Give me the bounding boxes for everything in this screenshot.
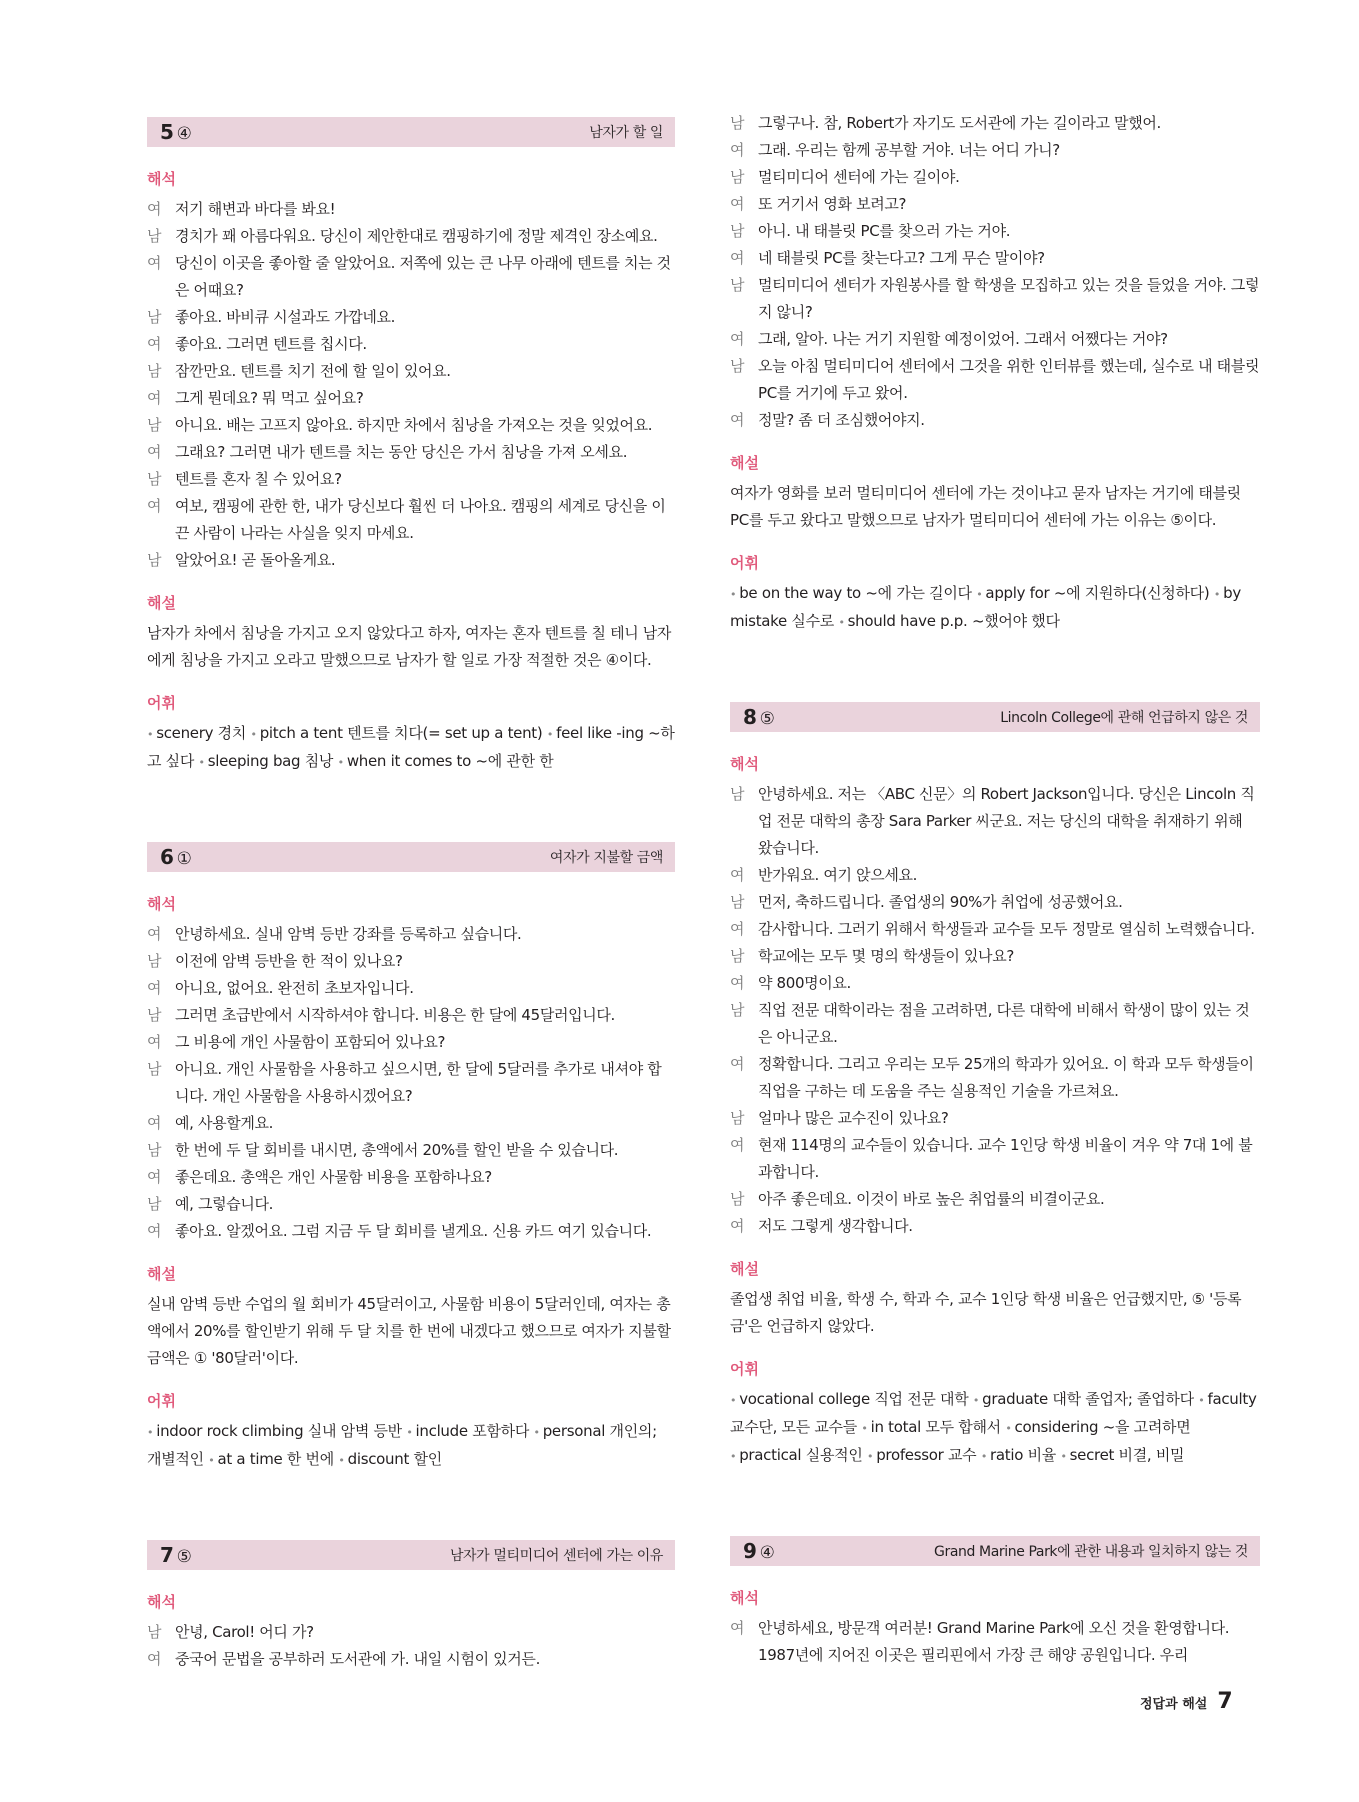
dialog-line — [147, 1619, 675, 1646]
vocab-item: indoor rock climbing 실내 암벽 등반 — [156, 1422, 402, 1440]
bullet-icon: • — [1060, 1450, 1067, 1463]
vocab-list — [147, 720, 675, 776]
question-number-value: 5 — [160, 120, 174, 144]
vocab-item: personal 개인의; 개별적인 — [147, 1422, 657, 1468]
vocab-item: should have p.p. ~했어야 했다 — [847, 612, 1060, 630]
dialog-text: 아니요, 없어요. 완전히 초보자입니다. — [175, 979, 414, 997]
vocab-label: 어휘 — [730, 554, 759, 572]
translation-label: 해석 — [730, 755, 759, 773]
speaker-label: 남 — [147, 470, 162, 488]
dialog-line — [730, 997, 1260, 1051]
question-header — [730, 1536, 1260, 1566]
bullet-icon: • — [976, 588, 983, 601]
dialog-line — [730, 943, 1260, 970]
vocab-item: be on the way to ~에 가는 길이다 — [739, 584, 972, 602]
speaker-label: 남 — [730, 947, 745, 965]
dialog-text: 예, 그렇습니다. — [175, 1195, 274, 1213]
speaker-label: 여 — [147, 497, 162, 515]
bullet-icon: • — [866, 1450, 874, 1463]
speaker-label: 남 — [147, 308, 162, 326]
bullet-icon: • — [1005, 1422, 1012, 1435]
question-topic: 남자가 할 일 — [589, 125, 663, 141]
dialog-line — [730, 862, 1260, 889]
dialog-line — [147, 1646, 675, 1673]
explanation-label: 해설 — [147, 594, 176, 612]
dialog-text: 얼마나 많은 교수진이 있나요? — [758, 1109, 949, 1127]
dialog-line — [730, 1213, 1260, 1240]
question-topic: 여자가 지불할 금액 — [549, 850, 663, 866]
vocab-item: apply for ~에 지원하다(신청하다) — [985, 584, 1210, 602]
vocab-item: practical 실용적인 — [739, 1446, 863, 1464]
speaker-label: 여 — [730, 195, 745, 213]
dialog-text: 한 번에 두 달 회비를 내시면, 총액에서 20%를 할인 받을 수 있습니다. — [175, 1141, 619, 1159]
dialog-text: 안녕, Carol! 어디 가? — [175, 1623, 314, 1641]
bullet-icon: • — [198, 756, 205, 769]
question-number — [743, 1539, 775, 1563]
vocab-list — [730, 580, 1260, 636]
dialog-text: 아니요. 개인 사물함을 사용하고 싶으시면, 한 달에 5달러를 추가로 내셔야 합니다. 개인 사물함을 사용하시겠어요? — [175, 1060, 662, 1105]
question-number — [160, 845, 192, 869]
bullet-icon: • — [1213, 588, 1221, 601]
speaker-label: 여 — [147, 1033, 162, 1051]
question-section — [147, 842, 675, 1474]
speaker-label: 여 — [147, 335, 162, 353]
right-column — [730, 114, 1260, 1669]
page-footer — [1140, 1689, 1233, 1714]
speaker-label: 남 — [730, 785, 745, 803]
dialog-text: 직업 전문 대학이라는 점을 고려하면, 다른 대학에 비해서 학생이 많이 있는 것은 아니군요. — [758, 1001, 1250, 1046]
dialog-line — [730, 1615, 1260, 1669]
dialog-text: 안녕하세요. 저는 〈ABC 신문〉의 Robert Jackson입니다. 당신은 Lincoln 직업 전문 대학의 총장 Sara Parker 씨군요. 저는 당신의 대학을 취재하기 위해 왔습니다. — [758, 785, 1255, 857]
speaker-label: 남 — [730, 1109, 745, 1127]
speaker-label: 남 — [147, 952, 162, 970]
dialog-text: 안녕하세요. 실내 암벽 등반 강좌를 등록하고 싶습니다. — [175, 925, 522, 943]
dialog-text: 이전에 암벽 등반을 한 적이 있나요? — [175, 952, 403, 970]
speaker-label: 여 — [147, 200, 162, 218]
speaker-label: 여 — [147, 1168, 162, 1186]
dialog-text: 그게 뭔데요? 뭐 먹고 싶어요? — [175, 389, 364, 407]
bullet-icon: • — [972, 1394, 980, 1407]
explanation-text: 남자가 차에서 침낭을 가지고 오지 않았다고 하자, 여자는 혼자 텐트를 칠 테니 남자에게 침낭을 가지고 오라고 말했으므로 남자가 할 일로 가장 적절한 것은 ④이다. — [147, 624, 672, 669]
speaker-label: 남 — [147, 1060, 162, 1078]
dialog-line — [147, 223, 675, 250]
question-header — [147, 842, 675, 872]
answer-mark: ④ — [759, 1543, 775, 1563]
answer-mark: ⑤ — [759, 709, 775, 729]
speaker-label: 여 — [147, 1222, 162, 1240]
vocab-item: pitch a tent 텐트를 치다(= set up a tent) — [259, 724, 543, 742]
section-gap — [147, 776, 675, 842]
dialog-line — [730, 218, 1260, 245]
question-section — [730, 702, 1260, 1470]
dialog-line — [147, 358, 675, 385]
dialog-line — [147, 948, 675, 975]
speaker-label: 여 — [730, 330, 745, 348]
dialog-line — [147, 547, 675, 574]
dialog-text: 감사합니다. 그러기 위해서 학생들과 교수들 모두 정말로 열심히 노력했습니다. — [758, 920, 1255, 938]
dialog-line — [730, 1132, 1260, 1186]
translation-label: 해석 — [147, 1593, 176, 1611]
speaker-label: 남 — [730, 893, 745, 911]
speaker-label: 여 — [730, 411, 745, 429]
speaker-label: 여 — [730, 866, 745, 884]
speaker-label: 남 — [147, 362, 162, 380]
dialog-text: 안녕하세요, 방문객 여러분! Grand Marine Park에 오신 것을 환영합니다. 1987년에 지어진 이곳은 필리핀에서 가장 큰 해양 공원입니다. 우리 — [758, 1619, 1230, 1664]
bullet-icon: • — [861, 1422, 868, 1435]
section-gap — [147, 1474, 675, 1540]
speaker-label: 남 — [147, 227, 162, 245]
explanation-label: 해설 — [730, 454, 759, 472]
dialog-line — [147, 1002, 675, 1029]
dialog-line — [730, 1186, 1260, 1213]
dialog-line — [147, 921, 675, 948]
vocab-item: secret 비결, 비밀 — [1069, 1446, 1185, 1464]
vocab-item: sleeping bag 침낭 — [207, 752, 334, 770]
dialog-line — [147, 1056, 675, 1110]
dialog-line — [147, 493, 675, 547]
dialog-line — [730, 1105, 1260, 1132]
vocab-item: in total 모두 합해서 — [870, 1418, 1001, 1436]
section-gap — [730, 1470, 1260, 1536]
dialog-text: 정말? 좀 더 조심했어야지. — [758, 411, 925, 429]
question-number-value: 7 — [160, 1543, 174, 1567]
dialog-text: 오늘 아침 멀티미디어 센터에서 그것을 위한 인터뷰를 했는데, 실수로 내 태블릿 PC를 거기에 두고 왔어. — [758, 357, 1260, 402]
speaker-label: 남 — [730, 357, 745, 375]
vocab-list — [147, 1418, 675, 1474]
dialog-line — [147, 250, 675, 304]
vocab-item: by mistake 실수로 — [730, 584, 1241, 630]
dialog-line — [730, 137, 1260, 164]
speaker-label: 남 — [147, 1195, 162, 1213]
dialog-line — [147, 1110, 675, 1137]
answer-mark: ④ — [176, 124, 192, 144]
bullet-icon: • — [730, 588, 737, 601]
speaker-label: 여 — [147, 925, 162, 943]
bullet-icon: • — [730, 1394, 737, 1407]
explanation-label: 해설 — [147, 1265, 176, 1283]
dialog-text: 당신이 이곳을 좋아할 줄 알았어요. 저쪽에 있는 큰 나무 아래에 텐트를 치는 것은 어때요? — [175, 254, 671, 299]
speaker-label: 여 — [147, 389, 162, 407]
speaker-label: 여 — [730, 920, 745, 938]
question-section — [147, 117, 675, 776]
dialog-text: 먼저, 축하드립니다. 졸업생의 90%가 취업에 성공했어요. — [758, 893, 1123, 911]
explanation-label: 해설 — [730, 1260, 759, 1278]
bullet-icon: • — [208, 1454, 215, 1467]
dialog-line — [147, 196, 675, 223]
dialog-text: 저기 해변과 바다를 봐요! — [175, 200, 336, 218]
speaker-label: 여 — [147, 1114, 162, 1132]
speaker-label: 여 — [730, 1217, 745, 1235]
dialog-text: 또 거기서 영화 보려고? — [758, 195, 907, 213]
dialog-text: 그래, 알아. 나는 거기 지원할 예정이었어. 그래서 어쨌다는 거야? — [758, 330, 1168, 348]
vocab-item: when it comes to ~에 관한 한 — [346, 752, 554, 770]
page-number: 7 — [1217, 1689, 1233, 1714]
dialog-line — [730, 110, 1260, 137]
question-header — [147, 117, 675, 147]
bullet-icon: • — [838, 616, 845, 629]
dialog-line — [730, 407, 1260, 434]
dialog-line — [730, 916, 1260, 943]
question-number — [160, 1543, 192, 1567]
dialog-line — [730, 353, 1260, 407]
question-number-value: 8 — [743, 705, 757, 729]
speaker-label: 남 — [147, 1623, 162, 1641]
speaker-label: 여 — [730, 1619, 745, 1637]
dialog-text: 아니요. 배는 고프지 않아요. 하지만 차에서 침낭을 가져오는 것을 잊었어요. — [175, 416, 653, 434]
vocab-item: faculty 교수단, 모든 교수들 — [730, 1390, 1257, 1436]
speaker-label: 남 — [730, 276, 745, 294]
dialog-line — [147, 975, 675, 1002]
explanation-text: 실내 암벽 등반 수업의 월 회비가 45달러이고, 사물함 비용이 5달러인데, 여자는 총액에서 20%를 할인받기 위해 두 달 치를 한 번에 내겠다고 했으므로 여자가 지불할 금액은 ① '80달러'이다. — [147, 1295, 671, 1367]
dialog-text: 중국어 문법을 공부하러 도서관에 가. 내일 시험이 있거든. — [175, 1650, 540, 1668]
dialog-line — [730, 889, 1260, 916]
dialog-text: 멀티미디어 센터에 가는 길이야. — [758, 168, 960, 186]
continued-dialog — [730, 110, 1260, 636]
dialog-line — [147, 385, 675, 412]
vocab-item: vocational college 직업 전문 대학 — [739, 1390, 969, 1408]
speaker-label: 남 — [147, 1141, 162, 1159]
dialog-line — [147, 439, 675, 466]
dialog-line — [730, 272, 1260, 326]
vocab-item: graduate 대학 졸업자; 졸업하다 — [982, 1390, 1194, 1408]
dialog-text: 아니. 내 태블릿 PC를 찾으러 가는 거야. — [758, 222, 1011, 240]
speaker-label: 남 — [147, 551, 162, 569]
vocab-label: 어휘 — [147, 1392, 176, 1410]
question-topic: Grand Marine Park에 관한 내용과 일치하지 않는 것 — [934, 1544, 1248, 1560]
dialog-text: 여보, 캠핑에 관한 한, 내가 당신보다 훨씬 더 나아요. 캠핑의 세계로 당신을 이끈 사람이 나라는 사실을 잊지 마세요. — [175, 497, 666, 542]
dialog-line — [147, 304, 675, 331]
left-column — [147, 117, 675, 1673]
bullet-icon: • — [546, 728, 554, 741]
speaker-label: 남 — [730, 168, 745, 186]
question-number — [160, 120, 192, 144]
dialog-line — [147, 466, 675, 493]
dialog-line — [730, 245, 1260, 272]
speaker-label: 남 — [147, 1006, 162, 1024]
speaker-label: 여 — [730, 1136, 745, 1154]
dialog-line — [730, 164, 1260, 191]
vocab-item: professor 교수 — [876, 1446, 977, 1464]
speaker-label: 여 — [147, 254, 162, 272]
dialog-line — [730, 191, 1260, 218]
bullet-icon: • — [406, 1426, 413, 1439]
dialog-text: 네 태블릿 PC를 찾는다고? 그게 무슨 말이야? — [758, 249, 1045, 267]
answer-mark: ⑤ — [176, 1547, 192, 1567]
translation-label: 해석 — [147, 170, 176, 188]
speaker-label: 여 — [730, 1055, 745, 1073]
dialog-text: 정확합니다. 그리고 우리는 모두 25개의 학과가 있어요. 이 학과 모두 학생들이 직업을 구하는 데 도움을 주는 실용적인 기술을 가르쳐요. — [758, 1055, 1254, 1100]
dialog-text: 좋은데요. 총액은 개인 사물함 비용을 포함하나요? — [175, 1168, 492, 1186]
question-number-value: 9 — [743, 1539, 757, 1563]
dialog-text: 예, 사용할게요. — [175, 1114, 274, 1132]
explanation-text: 여자가 영화를 보러 멀티미디어 센터에 가는 것이냐고 묻자 남자는 거기에 태블릿 PC를 두고 왔다고 말했으므로 남자가 멀티미디어 센터에 가는 이유는 ⑤이다. — [730, 484, 1241, 529]
dialog-text: 그래요? 그러면 내가 텐트를 치는 동안 당신은 가서 침낭을 가져 오세요. — [175, 443, 628, 461]
dialog-line — [730, 1051, 1260, 1105]
question-section — [147, 1540, 675, 1673]
dialog-text: 좋아요. 바비큐 시설과도 가깝네요. — [175, 308, 396, 326]
translation-label: 해석 — [730, 1589, 759, 1607]
dialog-text: 약 800명이요. — [758, 974, 851, 992]
bullet-icon: • — [338, 1454, 345, 1467]
speaker-label: 남 — [730, 1001, 745, 1019]
section-gap — [730, 636, 1260, 702]
dialog-text: 경치가 꽤 아름다워요. 당신이 제안한대로 캠핑하기에 정말 제격인 장소예요. — [175, 227, 658, 245]
dialog-text: 그러면 초급반에서 시작하셔야 합니다. 비용은 한 달에 45달러입니다. — [175, 1006, 615, 1024]
question-number — [743, 705, 775, 729]
vocab-item: scenery 경치 — [156, 724, 247, 742]
dialog-text: 저도 그렇게 생각합니다. — [758, 1217, 913, 1235]
dialog-text: 좋아요. 알겠어요. 그럼 지금 두 달 회비를 낼게요. 신용 카드 여기 있습니다. — [175, 1222, 652, 1240]
dialog-text: 현재 114명의 교수들이 있습니다. 교수 1인당 학생 비율이 겨우 약 7대 1에 불과합니다. — [758, 1136, 1253, 1181]
dialog-line — [147, 1191, 675, 1218]
speaker-label: 여 — [730, 974, 745, 992]
question-topic: 남자가 멀티미디어 센터에 가는 이유 — [449, 1548, 663, 1564]
dialog-text: 그렇구나. 참, Robert가 자기도 도서관에 가는 길이라고 말했어. — [758, 114, 1161, 132]
footer-label: 정답과 해설 — [1140, 1697, 1208, 1712]
speaker-label: 여 — [147, 443, 162, 461]
vocab-list — [730, 1386, 1260, 1470]
dialog-line — [147, 331, 675, 358]
dialog-line — [730, 970, 1260, 997]
dialog-text: 반가워요. 여기 앉으세요. — [758, 866, 918, 884]
vocab-item: at a time 한 번에 — [217, 1450, 334, 1468]
bullet-icon: • — [533, 1426, 540, 1439]
vocab-label: 어휘 — [147, 694, 176, 712]
dialog-line — [147, 1218, 675, 1245]
speaker-label: 여 — [147, 979, 162, 997]
dialog-line — [730, 781, 1260, 862]
question-header — [730, 702, 1260, 732]
answer-mark: ① — [176, 849, 192, 869]
question-topic: Lincoln College에 관해 언급하지 않은 것 — [1000, 710, 1248, 726]
vocab-item: considering ~을 고려하면 — [1014, 1418, 1191, 1436]
dialog-text: 학교에는 모두 몇 명의 학생들이 있나요? — [758, 947, 1014, 965]
dialog-text: 잠깐만요. 텐트를 치기 전에 할 일이 있어요. — [175, 362, 451, 380]
dialog-line — [147, 1164, 675, 1191]
bullet-icon: • — [147, 1426, 154, 1439]
dialog-text: 좋아요. 그러면 텐트를 칩시다. — [175, 335, 367, 353]
speaker-label: 여 — [730, 249, 745, 267]
dialog-line — [730, 326, 1260, 353]
question-number-value: 6 — [160, 845, 174, 869]
speaker-label: 여 — [147, 1650, 162, 1668]
question-section — [730, 1536, 1260, 1669]
dialog-text: 그래. 우리는 함께 공부할 거야. 너는 어디 가니? — [758, 141, 1060, 159]
dialog-text: 아주 좋은데요. 이것이 바로 높은 취업률의 비결이군요. — [758, 1190, 1105, 1208]
bullet-icon: • — [980, 1450, 988, 1463]
vocab-item: include 포함하다 — [415, 1422, 530, 1440]
question-header — [147, 1540, 675, 1570]
vocab-item: discount 할인 — [347, 1450, 442, 1468]
dialog-text: 멀티미디어 센터가 자원봉사를 할 학생을 모집하고 있는 것을 들었을 거야. 그렇지 않니? — [758, 276, 1260, 321]
vocab-label: 어휘 — [730, 1360, 759, 1378]
bullet-icon: • — [250, 728, 257, 741]
bullet-icon: • — [730, 1450, 737, 1463]
dialog-text: 텐트를 혼자 칠 수 있어요? — [175, 470, 342, 488]
vocab-item: ratio 비율 — [990, 1446, 1056, 1464]
speaker-label: 남 — [147, 416, 162, 434]
dialog-line — [147, 1137, 675, 1164]
bullet-icon: • — [1198, 1394, 1205, 1407]
speaker-label: 남 — [730, 114, 745, 132]
speaker-label: 남 — [730, 1190, 745, 1208]
bullet-icon: • — [337, 756, 344, 769]
bullet-icon: • — [147, 728, 154, 741]
explanation-text: 졸업생 취업 비율, 학생 수, 학과 수, 교수 1인당 학생 비율은 언급했지만, ⑤ '등록금'은 언급하지 않았다. — [730, 1290, 1242, 1335]
dialog-line — [147, 412, 675, 439]
speaker-label: 여 — [730, 141, 745, 159]
speaker-label: 남 — [730, 222, 745, 240]
dialog-text: 그 비용에 개인 사물함이 포함되어 있나요? — [175, 1033, 446, 1051]
dialog-line — [147, 1029, 675, 1056]
vocab-item: feel like -ing ~하고 싶다 — [147, 724, 675, 770]
dialog-text: 알았어요! 곧 돌아올게요. — [175, 551, 336, 569]
translation-label: 해석 — [147, 895, 176, 913]
